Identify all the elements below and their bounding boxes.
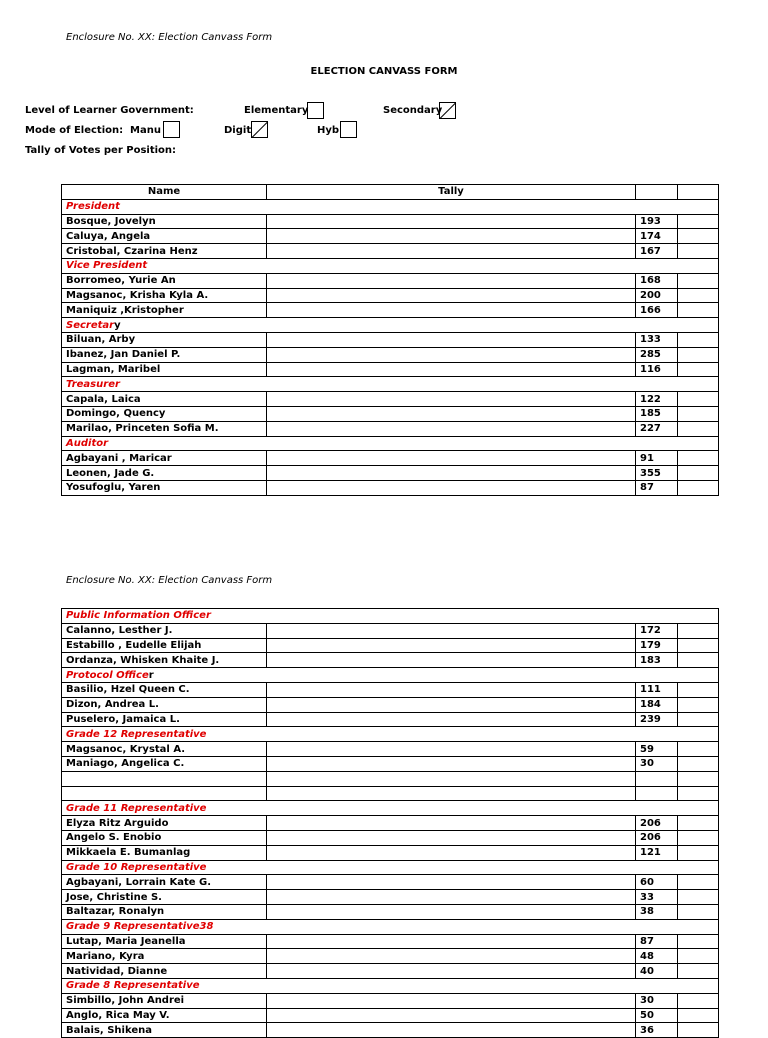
extra-cell bbox=[678, 288, 719, 303]
position-title bbox=[62, 978, 719, 993]
table-row bbox=[62, 682, 719, 697]
table-row bbox=[62, 964, 719, 979]
position-name: Secretar bbox=[66, 319, 115, 331]
tally-cell bbox=[267, 1023, 636, 1038]
extra-cell bbox=[678, 244, 719, 259]
candidate-name: Bosque, Jovelyn bbox=[62, 214, 267, 229]
candidate-name: Maniago, Angelica C. bbox=[62, 756, 267, 771]
vote-count bbox=[636, 786, 678, 801]
extra-cell bbox=[678, 875, 719, 890]
candidate-name: Marilao, Princeten Sofia M. bbox=[62, 421, 267, 436]
header-votes bbox=[636, 185, 678, 200]
candidate-name: Borromeo, Yurie An bbox=[62, 273, 267, 288]
vote-count: 91 bbox=[636, 451, 678, 466]
vote-count: 185 bbox=[636, 406, 678, 421]
position-name: Auditor bbox=[66, 437, 109, 449]
position-row bbox=[62, 436, 719, 451]
tally-cell bbox=[267, 875, 636, 890]
candidate-name bbox=[62, 771, 267, 786]
tally-cell bbox=[267, 756, 636, 771]
tally-cell bbox=[267, 451, 636, 466]
tally-cell bbox=[267, 845, 636, 860]
candidate-name: Elyza Ritz Arguido bbox=[62, 816, 267, 831]
table-row bbox=[62, 875, 719, 890]
vote-count: 30 bbox=[636, 993, 678, 1008]
mode-manual-label: Manu bbox=[130, 125, 161, 136]
extra-cell bbox=[678, 904, 719, 919]
tally-cell bbox=[267, 682, 636, 697]
vote-count: 200 bbox=[636, 288, 678, 303]
extra-cell bbox=[678, 786, 719, 801]
tally-cell bbox=[267, 362, 636, 377]
vote-count: 183 bbox=[636, 653, 678, 668]
position-name: Grade 11 Representative bbox=[66, 802, 207, 814]
position-name: Grade 10 Representative bbox=[66, 861, 207, 873]
position-row bbox=[62, 668, 719, 683]
extra-cell bbox=[678, 229, 719, 244]
extra-cell bbox=[678, 421, 719, 436]
level-elementary-checkbox[interactable] bbox=[307, 102, 324, 119]
level-secondary-label: Secondary bbox=[383, 105, 443, 116]
tally-cell bbox=[267, 288, 636, 303]
tally-heading: Tally of Votes per Position: bbox=[25, 145, 177, 156]
extra-cell bbox=[678, 623, 719, 638]
extra-cell bbox=[678, 214, 719, 229]
position-name: Grade 12 Representative bbox=[66, 728, 207, 740]
position-title bbox=[62, 668, 719, 683]
level-elementary-label: Elementary bbox=[244, 105, 309, 116]
table-row bbox=[62, 771, 719, 786]
tally-cell bbox=[267, 1008, 636, 1023]
extra-cell bbox=[678, 273, 719, 288]
position-title bbox=[62, 609, 719, 624]
candidate-name: Jose, Christine S. bbox=[62, 890, 267, 905]
tally-cell bbox=[267, 964, 636, 979]
vote-count: 50 bbox=[636, 1008, 678, 1023]
tally-cell bbox=[267, 214, 636, 229]
vote-count: 111 bbox=[636, 682, 678, 697]
table-row bbox=[62, 993, 719, 1008]
position-title bbox=[62, 919, 719, 934]
candidate-name: Caluya, Angela bbox=[62, 229, 267, 244]
candidate-name: Agbayani, Lorrain Kate G. bbox=[62, 875, 267, 890]
extra-cell bbox=[678, 712, 719, 727]
candidate-name: Estabillo , Eudelle Elijah bbox=[62, 638, 267, 653]
candidate-name: Maniquiz ,Kristopher bbox=[62, 303, 267, 318]
tally-cell bbox=[267, 816, 636, 831]
tally-cell bbox=[267, 406, 636, 421]
candidate-name: Agbayani , Maricar bbox=[62, 451, 267, 466]
position-title bbox=[62, 199, 719, 214]
tally-cell bbox=[267, 303, 636, 318]
table-row bbox=[62, 830, 719, 845]
vote-count: 121 bbox=[636, 845, 678, 860]
extra-cell bbox=[678, 392, 719, 407]
mode-hybrid-label: Hyb bbox=[317, 125, 340, 136]
position-title bbox=[62, 377, 719, 392]
tally-cell bbox=[267, 421, 636, 436]
table-row bbox=[62, 362, 719, 377]
vote-count: 193 bbox=[636, 214, 678, 229]
position-name: Treasurer bbox=[66, 378, 120, 390]
mode-label: Mode of Election: bbox=[25, 125, 124, 136]
extra-cell bbox=[678, 697, 719, 712]
candidate-name: Baltazar, Ronalyn bbox=[62, 904, 267, 919]
extra-cell bbox=[678, 830, 719, 845]
candidate-name: Mikkaela E. Bumanlag bbox=[62, 845, 267, 860]
position-row bbox=[62, 199, 719, 214]
position-row bbox=[62, 919, 719, 934]
vote-count: 172 bbox=[636, 623, 678, 638]
extra-cell bbox=[678, 347, 719, 362]
candidate-name: Simbillo, John Andrei bbox=[62, 993, 267, 1008]
candidate-name: Capala, Laica bbox=[62, 392, 267, 407]
candidate-name: Lagman, Maribel bbox=[62, 362, 267, 377]
vote-count bbox=[636, 771, 678, 786]
tally-cell bbox=[267, 830, 636, 845]
tally-table-page2 bbox=[61, 608, 719, 1038]
position-title bbox=[62, 318, 719, 333]
vote-count: 206 bbox=[636, 830, 678, 845]
position-row bbox=[62, 258, 719, 273]
table-row bbox=[62, 214, 719, 229]
table-row bbox=[62, 406, 719, 421]
position-row bbox=[62, 727, 719, 742]
tally-cell bbox=[267, 392, 636, 407]
extra-cell bbox=[678, 1008, 719, 1023]
tally-cell bbox=[267, 244, 636, 259]
tally-cell bbox=[267, 934, 636, 949]
extra-cell bbox=[678, 964, 719, 979]
tally-cell bbox=[267, 697, 636, 712]
extra-cell bbox=[678, 934, 719, 949]
vote-count: 133 bbox=[636, 332, 678, 347]
tally-table-page1 bbox=[61, 184, 719, 496]
position-row bbox=[62, 609, 719, 624]
position-name: Grade 9 Representative38 bbox=[66, 921, 214, 933]
tally-cell bbox=[267, 890, 636, 905]
position-name: President bbox=[66, 201, 120, 213]
form-title: ELECTION CANVASS FORM bbox=[310, 66, 458, 77]
enclosure-label: Enclosure No. XX: Election Canvass Form bbox=[66, 32, 273, 43]
candidate-name: Domingo, Quency bbox=[62, 406, 267, 421]
table-row bbox=[62, 697, 719, 712]
position-name-tail: r bbox=[148, 669, 154, 681]
vote-count: 206 bbox=[636, 816, 678, 831]
position-row bbox=[62, 860, 719, 875]
mode-digital-label: Digit bbox=[224, 125, 252, 136]
position-row bbox=[62, 318, 719, 333]
table-row bbox=[62, 786, 719, 801]
extra-cell bbox=[678, 362, 719, 377]
header-name: Name bbox=[62, 185, 267, 200]
table-row bbox=[62, 451, 719, 466]
extra-cell bbox=[678, 1023, 719, 1038]
tally-cell bbox=[267, 993, 636, 1008]
tally-cell bbox=[267, 466, 636, 481]
candidate-name: Magsanoc, Krisha Kyla A. bbox=[62, 288, 267, 303]
extra-cell bbox=[678, 406, 719, 421]
tally-cell bbox=[267, 480, 636, 495]
candidate-name: Leonen, Jade G. bbox=[62, 466, 267, 481]
tally-cell bbox=[267, 786, 636, 801]
extra-cell bbox=[678, 771, 719, 786]
candidate-name: Ibanez, Jan Daniel P. bbox=[62, 347, 267, 362]
table-row bbox=[62, 466, 719, 481]
table-row bbox=[62, 742, 719, 757]
table-row bbox=[62, 653, 719, 668]
candidate-name: Biluan, Arby bbox=[62, 332, 267, 347]
candidate-name: Angelo S. Enobio bbox=[62, 830, 267, 845]
extra-cell bbox=[678, 332, 719, 347]
position-name: Grade 8 Representative bbox=[66, 980, 200, 992]
mode-digital-checkbox[interactable] bbox=[251, 121, 268, 138]
table-row bbox=[62, 303, 719, 318]
vote-count: 87 bbox=[636, 934, 678, 949]
table-row bbox=[62, 623, 719, 638]
position-title bbox=[62, 727, 719, 742]
table-row bbox=[62, 845, 719, 860]
vote-count: 285 bbox=[636, 347, 678, 362]
candidate-name: Natividad, Dianne bbox=[62, 964, 267, 979]
tally-cell bbox=[267, 347, 636, 362]
extra-cell bbox=[678, 682, 719, 697]
extra-cell bbox=[678, 890, 719, 905]
tally-cell bbox=[267, 229, 636, 244]
candidate-name: Ordanza, Whisken Khaite J. bbox=[62, 653, 267, 668]
candidate-name: Balais, Shikena bbox=[62, 1023, 267, 1038]
position-name-tail: y bbox=[114, 319, 121, 331]
candidate-name: Yosufoglu, Yaren bbox=[62, 480, 267, 495]
header-tally: Tally bbox=[267, 185, 636, 200]
tally-cell bbox=[267, 712, 636, 727]
level-label: Level of Learner Government: bbox=[25, 105, 194, 116]
vote-count: 174 bbox=[636, 229, 678, 244]
header-extra bbox=[678, 185, 719, 200]
extra-cell bbox=[678, 816, 719, 831]
vote-count: 116 bbox=[636, 362, 678, 377]
vote-count: 60 bbox=[636, 875, 678, 890]
table-row bbox=[62, 1008, 719, 1023]
table-row bbox=[62, 392, 719, 407]
candidate-name: Cristobal, Czarina Henz bbox=[62, 244, 267, 259]
mode-hybrid-checkbox[interactable] bbox=[340, 121, 357, 138]
extra-cell bbox=[678, 653, 719, 668]
table-row bbox=[62, 244, 719, 259]
table-row bbox=[62, 934, 719, 949]
extra-cell bbox=[678, 303, 719, 318]
table-row bbox=[62, 756, 719, 771]
vote-count: 167 bbox=[636, 244, 678, 259]
tally-cell bbox=[267, 273, 636, 288]
extra-cell bbox=[678, 949, 719, 964]
position-title bbox=[62, 258, 719, 273]
table-row bbox=[62, 949, 719, 964]
table-row bbox=[62, 273, 719, 288]
tally-cell bbox=[267, 949, 636, 964]
vote-count: 33 bbox=[636, 890, 678, 905]
candidate-name bbox=[62, 786, 267, 801]
table-row bbox=[62, 816, 719, 831]
candidate-name: Puselero, Jamaica L. bbox=[62, 712, 267, 727]
table-row bbox=[62, 421, 719, 436]
candidate-name: Mariano, Kyra bbox=[62, 949, 267, 964]
table-row bbox=[62, 480, 719, 495]
tally-cell bbox=[267, 742, 636, 757]
extra-cell bbox=[678, 845, 719, 860]
vote-count: 36 bbox=[636, 1023, 678, 1038]
table-row bbox=[62, 712, 719, 727]
level-secondary-checkbox[interactable] bbox=[439, 102, 456, 119]
position-name: Protocol Office bbox=[66, 669, 149, 681]
enclosure-label-page2: Enclosure No. XX: Election Canvass Form bbox=[66, 575, 273, 586]
extra-cell bbox=[678, 480, 719, 495]
extra-cell bbox=[678, 451, 719, 466]
vote-count: 48 bbox=[636, 949, 678, 964]
vote-count: 179 bbox=[636, 638, 678, 653]
tally-cell bbox=[267, 653, 636, 668]
extra-cell bbox=[678, 742, 719, 757]
table-row bbox=[62, 904, 719, 919]
vote-count: 184 bbox=[636, 697, 678, 712]
tally-cell bbox=[267, 332, 636, 347]
vote-count: 87 bbox=[636, 480, 678, 495]
candidate-name: Dizon, Andrea L. bbox=[62, 697, 267, 712]
extra-cell bbox=[678, 993, 719, 1008]
position-title bbox=[62, 860, 719, 875]
table-row bbox=[62, 347, 719, 362]
extra-cell bbox=[678, 638, 719, 653]
vote-count: 227 bbox=[636, 421, 678, 436]
tally-cell bbox=[267, 771, 636, 786]
position-row bbox=[62, 377, 719, 392]
candidate-name: Lutap, Maria Jeanella bbox=[62, 934, 267, 949]
table-row bbox=[62, 638, 719, 653]
table-header-row bbox=[62, 185, 719, 200]
candidate-name: Basilio, Hzel Queen C. bbox=[62, 682, 267, 697]
tally-cell bbox=[267, 623, 636, 638]
table-row bbox=[62, 332, 719, 347]
position-name: Public Information Officer bbox=[66, 610, 211, 622]
vote-count: 59 bbox=[636, 742, 678, 757]
vote-count: 30 bbox=[636, 756, 678, 771]
table-row bbox=[62, 229, 719, 244]
vote-count: 122 bbox=[636, 392, 678, 407]
vote-count: 239 bbox=[636, 712, 678, 727]
vote-count: 355 bbox=[636, 466, 678, 481]
position-title bbox=[62, 436, 719, 451]
position-title bbox=[62, 801, 719, 816]
tally-cell bbox=[267, 638, 636, 653]
extra-cell bbox=[678, 466, 719, 481]
table-row bbox=[62, 890, 719, 905]
mode-manual-checkbox[interactable] bbox=[163, 121, 180, 138]
extra-cell bbox=[678, 756, 719, 771]
table-row bbox=[62, 1023, 719, 1038]
vote-count: 166 bbox=[636, 303, 678, 318]
vote-count: 168 bbox=[636, 273, 678, 288]
position-name: Vice President bbox=[66, 260, 148, 272]
position-row bbox=[62, 801, 719, 816]
table-row bbox=[62, 288, 719, 303]
candidate-name: Calanno, Lesther J. bbox=[62, 623, 267, 638]
candidate-name: Magsanoc, Krystal A. bbox=[62, 742, 267, 757]
tally-cell bbox=[267, 904, 636, 919]
position-row bbox=[62, 978, 719, 993]
candidate-name: Anglo, Rica May V. bbox=[62, 1008, 267, 1023]
vote-count: 38 bbox=[636, 904, 678, 919]
vote-count: 40 bbox=[636, 964, 678, 979]
